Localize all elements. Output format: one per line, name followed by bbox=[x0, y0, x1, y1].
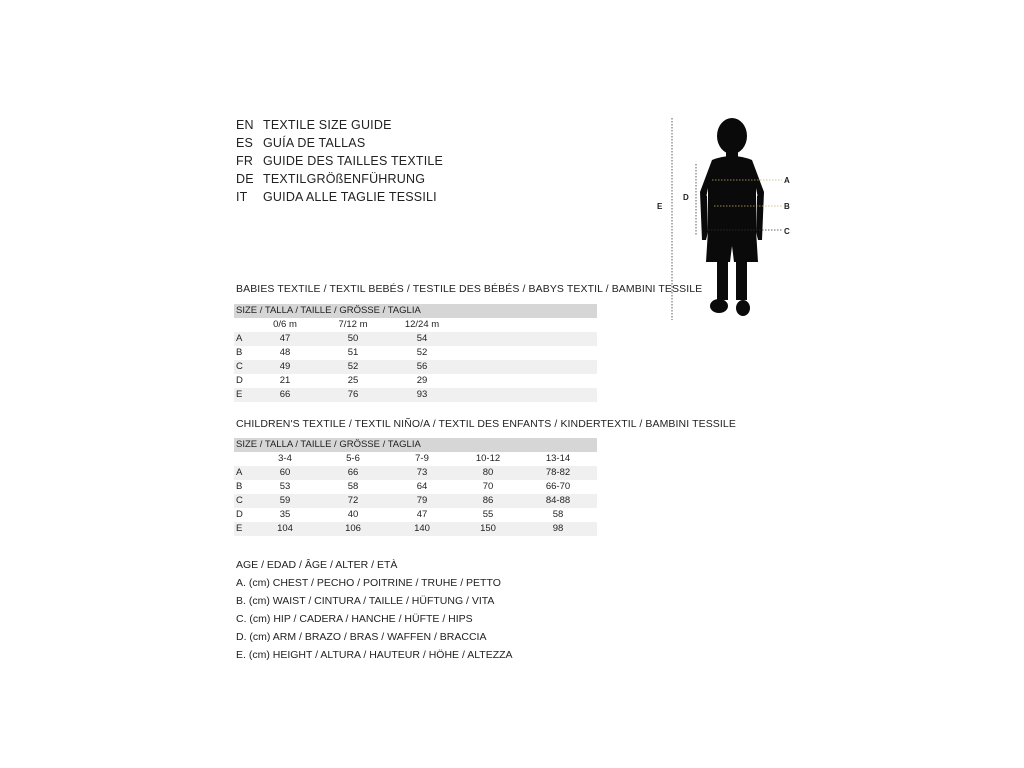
size-row bbox=[234, 318, 597, 332]
row-label: B bbox=[236, 347, 243, 358]
table-cell: 66 bbox=[347, 467, 359, 478]
legend-item-waist: B. (cm) WAIST / CINTURA / TAILLE / HÜFTUNG / VITA bbox=[236, 595, 495, 607]
table-cell: 29 bbox=[416, 375, 428, 386]
size-cell: 13-14 bbox=[545, 453, 571, 464]
table-cell: 25 bbox=[347, 375, 359, 386]
lang-title: TEXTILGRÖßENFÜHRUNG bbox=[263, 172, 426, 186]
row-label: D bbox=[236, 375, 243, 386]
lang-title: GUIDE DES TAILLES TEXTILE bbox=[263, 154, 444, 168]
table-cell: 140 bbox=[414, 523, 430, 534]
size-cell: 7/12 m bbox=[338, 319, 368, 330]
table-row bbox=[234, 494, 597, 508]
legend-item-chest: A. (cm) CHEST / PECHO / POITRINE / TRUHE / PETTO bbox=[236, 577, 501, 589]
table-cell: 47 bbox=[279, 333, 291, 344]
table-cell: 51 bbox=[347, 347, 359, 358]
table-header: SIZE / TALLA / TAILLE / GRÖSSE / TAGLIA bbox=[234, 304, 597, 318]
size-cell: 12/24 m bbox=[404, 319, 440, 330]
table-cell: 150 bbox=[480, 523, 496, 534]
row-label: C bbox=[236, 495, 243, 506]
table-cell: 93 bbox=[416, 389, 428, 400]
table-cell: 66-70 bbox=[545, 481, 571, 492]
table-row bbox=[234, 388, 597, 402]
table-cell: 48 bbox=[279, 347, 291, 358]
size-cell: 0/6 m bbox=[273, 319, 297, 330]
children-section-title: CHILDREN'S TEXTILE / TEXTIL NIÑO/A / TEXTIL DES ENFANTS / KINDERTEXTIL / BAMBINI TESSILE bbox=[236, 418, 736, 430]
table-cell: 66 bbox=[279, 389, 291, 400]
table-cell: 80 bbox=[482, 467, 494, 478]
lang-row-it bbox=[236, 188, 443, 206]
lang-title: GUÍA DE TALLAS bbox=[263, 136, 366, 150]
lang-row-fr bbox=[236, 152, 443, 170]
measurement-legend bbox=[236, 556, 513, 664]
size-cell: 10-12 bbox=[475, 453, 501, 464]
table-row bbox=[234, 522, 597, 536]
lang-title: GUIDA ALLE TAGLIE TESSILI bbox=[263, 190, 437, 204]
table-row bbox=[234, 332, 597, 346]
dim-label-b: B bbox=[784, 202, 790, 211]
table-cell: 21 bbox=[279, 375, 291, 386]
table-row bbox=[234, 374, 597, 388]
table-cell: 40 bbox=[347, 509, 359, 520]
table-cell: 84-88 bbox=[545, 495, 571, 506]
table-cell: 35 bbox=[279, 509, 291, 520]
babies-size-table bbox=[234, 304, 597, 402]
row-label: A bbox=[236, 467, 243, 478]
table-row bbox=[234, 360, 597, 374]
table-cell: 50 bbox=[347, 333, 359, 344]
table-cell: 64 bbox=[416, 481, 428, 492]
table-cell: 98 bbox=[552, 523, 564, 534]
babies-section-title: BABIES TEXTILE / TEXTIL BEBÉS / TESTILE DES BÉBÉS / BABYS TEXTIL / BAMBINI TESSILE bbox=[236, 283, 703, 295]
lang-code: IT bbox=[236, 190, 248, 204]
row-label: D bbox=[236, 509, 243, 520]
table-cell: 78-82 bbox=[545, 467, 571, 478]
children-size-table bbox=[234, 438, 597, 536]
table-cell: 76 bbox=[347, 389, 359, 400]
dim-label-d: D bbox=[683, 193, 689, 202]
table-cell: 79 bbox=[416, 495, 428, 506]
table-cell: 59 bbox=[279, 495, 291, 506]
lang-code: EN bbox=[236, 118, 254, 132]
row-label: B bbox=[236, 481, 243, 492]
guide-title-block bbox=[236, 116, 443, 206]
table-cell: 52 bbox=[416, 347, 428, 358]
table-cell: 53 bbox=[279, 481, 291, 492]
table-cell: 58 bbox=[347, 481, 359, 492]
legend-item-arm: D. (cm) ARM / BRAZO / BRAS / WAFFEN / BRACCIA bbox=[236, 631, 487, 643]
table-cell: 47 bbox=[416, 509, 428, 520]
table-cell: 104 bbox=[277, 523, 293, 534]
size-cell: 3-4 bbox=[278, 453, 292, 464]
legend-item-height: E. (cm) HEIGHT / ALTURA / HAUTEUR / HÖHE / ALTEZZA bbox=[236, 649, 513, 661]
row-label: E bbox=[236, 523, 243, 534]
table-cell: 73 bbox=[416, 467, 428, 478]
table-cell: 58 bbox=[552, 509, 564, 520]
table-row bbox=[234, 480, 597, 494]
table-row bbox=[234, 466, 597, 480]
table-cell: 56 bbox=[416, 361, 428, 372]
size-cell: 7-9 bbox=[415, 453, 429, 464]
row-label: A bbox=[236, 333, 243, 344]
lang-row-en bbox=[236, 116, 443, 134]
table-cell: 70 bbox=[482, 481, 494, 492]
table-row bbox=[234, 346, 597, 360]
table-cell: 52 bbox=[347, 361, 359, 372]
lang-code: FR bbox=[236, 154, 254, 168]
legend-item-age: AGE / EDAD / ÂGE / ALTER / ETÀ bbox=[236, 559, 398, 571]
lang-title: TEXTILE SIZE GUIDE bbox=[263, 118, 392, 132]
table-cell: 55 bbox=[482, 509, 494, 520]
row-label: E bbox=[236, 389, 243, 400]
legend-item-hip: C. (cm) HIP / CADERA / HANCHE / HÜFTE / HIPS bbox=[236, 613, 473, 625]
table-cell: 49 bbox=[279, 361, 291, 372]
dim-label-a: A bbox=[784, 176, 790, 185]
table-cell: 72 bbox=[347, 495, 359, 506]
size-cell: 5-6 bbox=[346, 453, 360, 464]
lang-code: ES bbox=[236, 136, 254, 150]
table-cell: 60 bbox=[279, 467, 291, 478]
table-cell: 86 bbox=[482, 495, 494, 506]
dim-label-e: E bbox=[657, 202, 663, 211]
dim-label-c: C bbox=[784, 227, 790, 236]
table-header: SIZE / TALLA / TAILLE / GRÖSSE / TAGLIA bbox=[234, 438, 597, 452]
table-cell: 54 bbox=[416, 333, 428, 344]
table-cell: 106 bbox=[345, 523, 361, 534]
lang-row-es bbox=[236, 134, 443, 152]
size-row bbox=[234, 452, 597, 466]
row-label: C bbox=[236, 361, 243, 372]
table-row bbox=[234, 508, 597, 522]
lang-row-de bbox=[236, 170, 443, 188]
lang-code: DE bbox=[236, 172, 254, 186]
